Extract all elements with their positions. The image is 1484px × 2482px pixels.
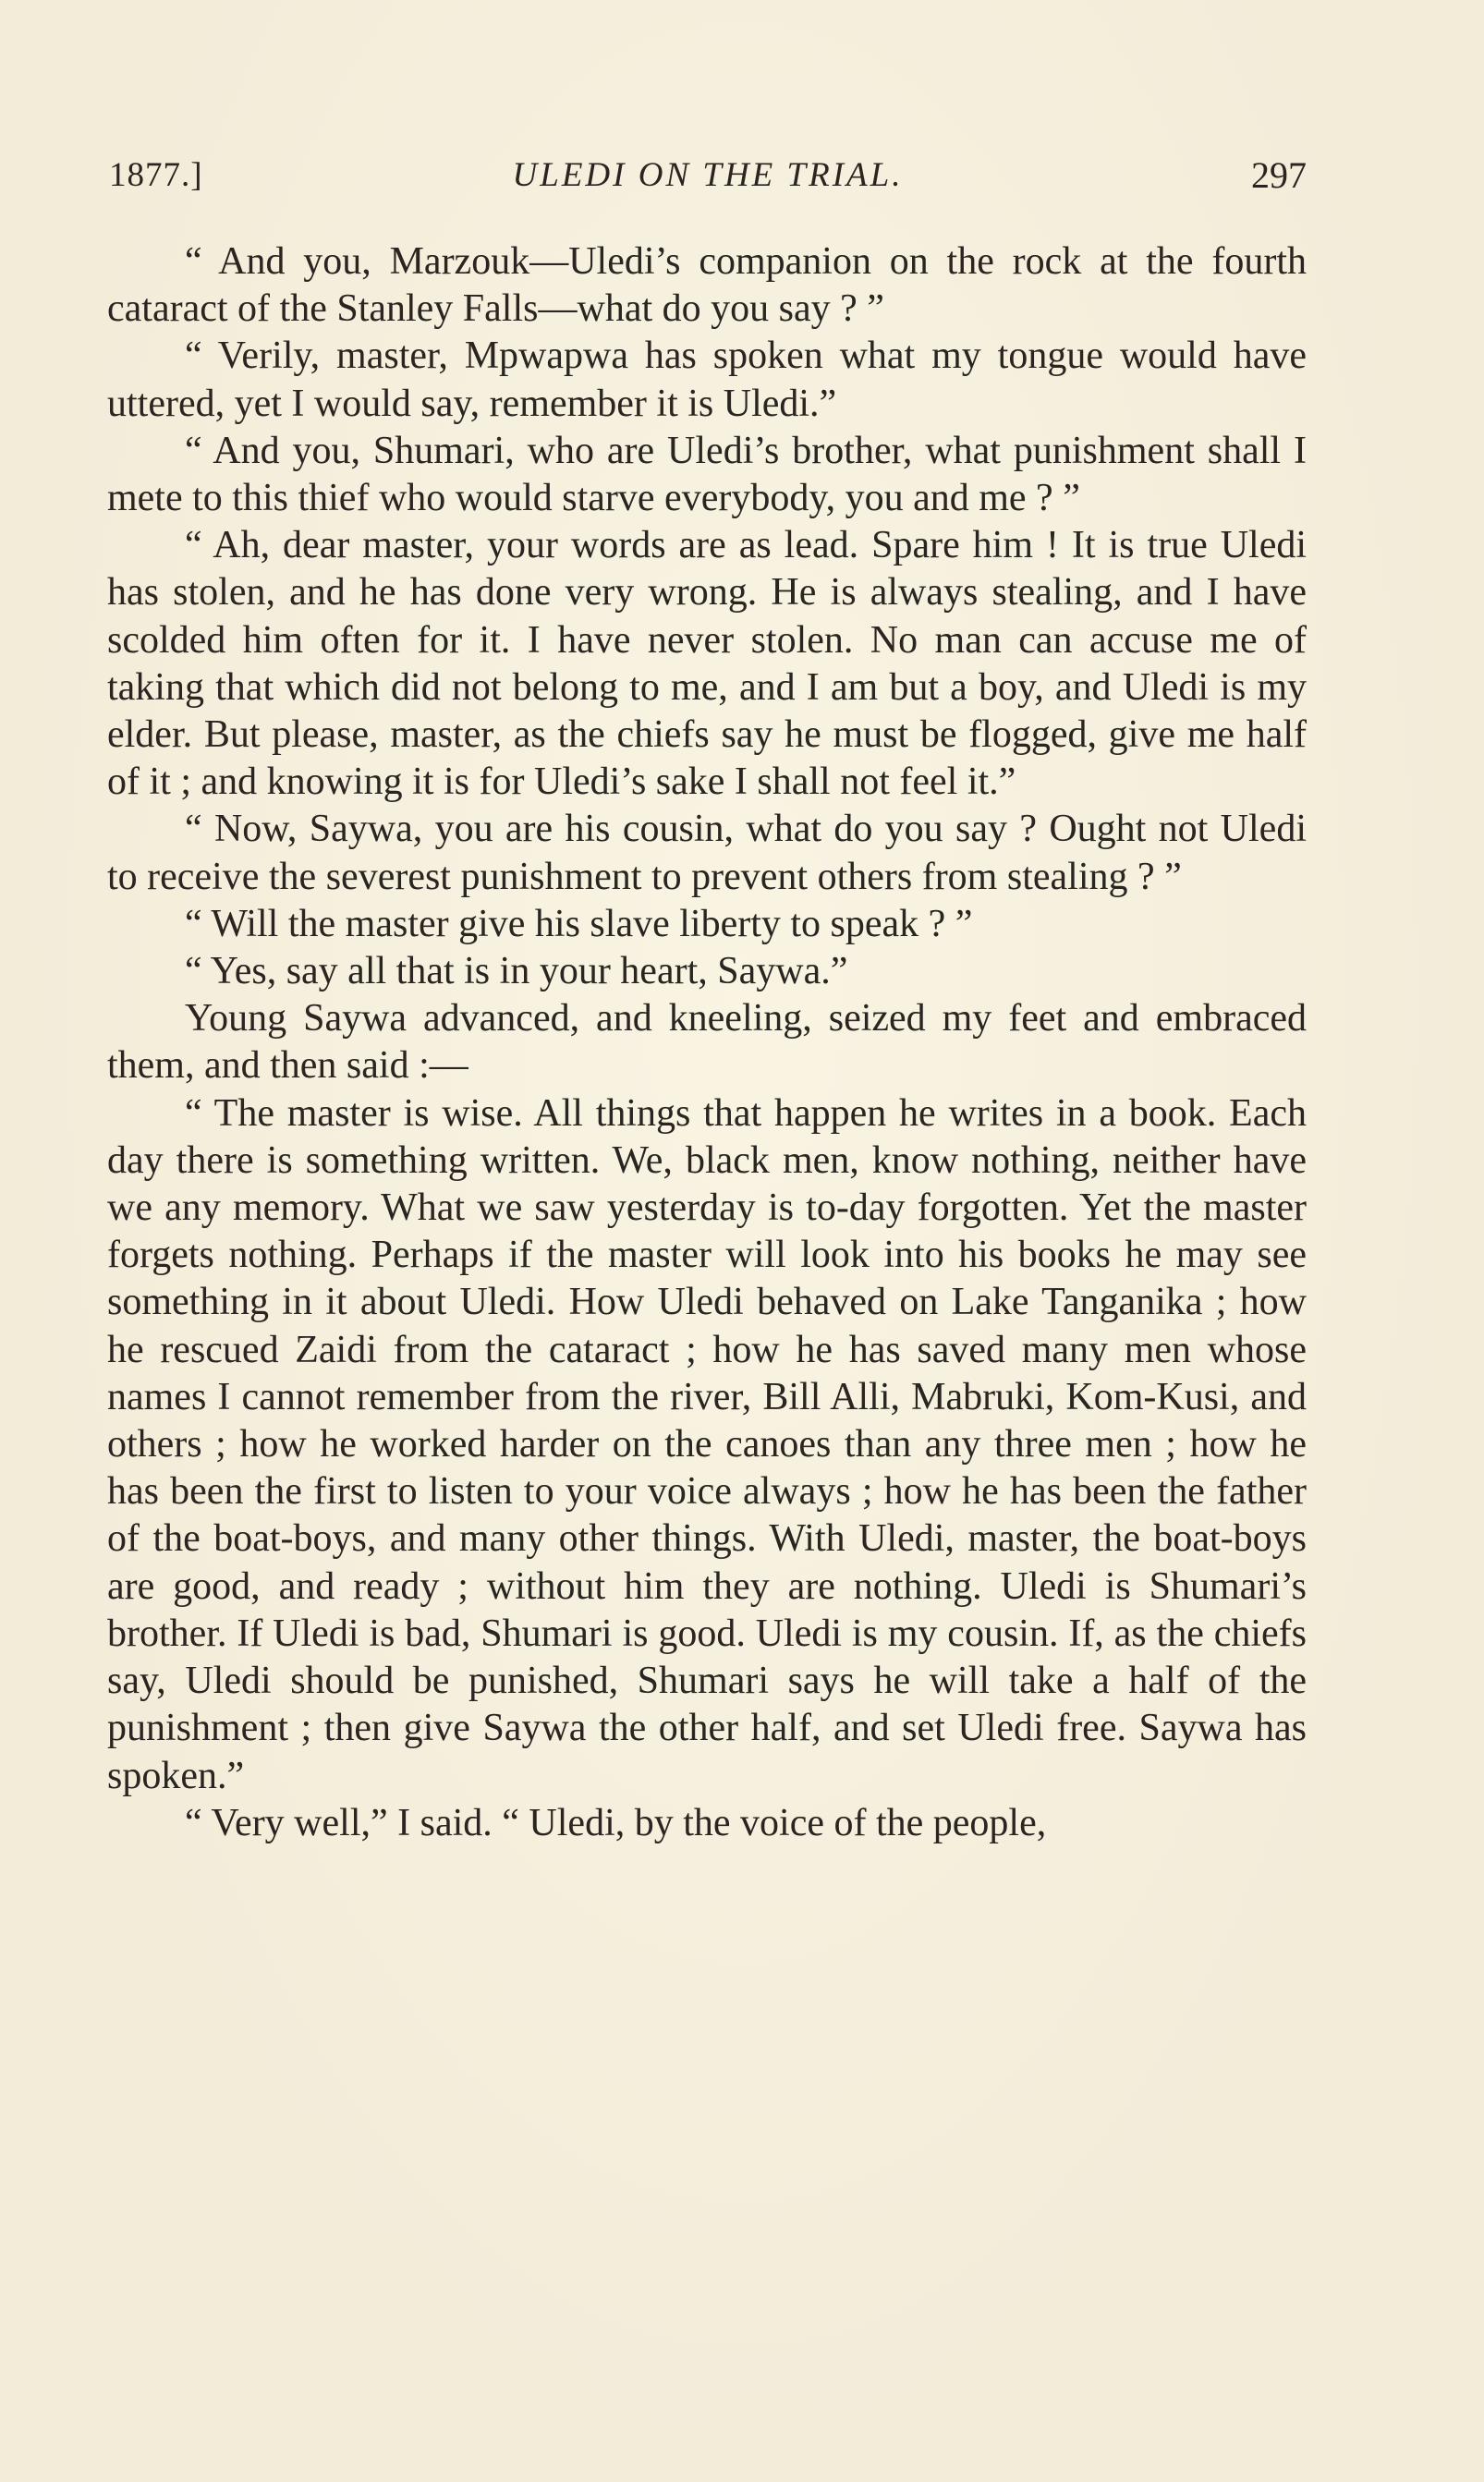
- running-head-title: ULEDI ON THE TRIAL.: [512, 156, 904, 194]
- paragraph: “ And you, Shumari, who are Uledi’s brother, what punishment shall I mete to this thief who would starve everybody, you and me ? ”: [107, 429, 1307, 520]
- running-head: [109, 150, 1307, 201]
- running-head-year: 1877.]: [109, 156, 203, 194]
- paragraph: “ The master is wise. All things that happen he writes in a book. Each day there is something written. We, black men, know nothing, neither have we any memory. What we saw yesterday is to-day forgotten. Yet the master forgets nothing. Perhaps if the master will look into his books he may see something in it about Uledi. How Uledi behaved on Lake Tanganika ; how he rescued Zaidi from the cataract ; how he has saved many men whose names I cannot remember from the river, Bill Alli, Mabruki, Kom-Kusi, and others ; how he worked harder on the canoes than any three men ; how he has been the first to listen to your voice always ; how he has been the father of the boat-boys, and many other things. With Uledi, master, the boat-boys are good, and ready ; without him they are nothing. Uledi is Shumari’s brother. If Uledi is bad, Shumari is good. Uledi is my cousin. If, as the chiefs say, Uledi should be punished, Shumari says he will take a half of the punishment ; then give Saywa the other half, and set Uledi free. Saywa has spoken.”: [107, 1091, 1307, 1797]
- paragraph: “ Will the master give his slave liberty to speak ? ”: [185, 902, 973, 945]
- paragraph: “ Very well,” I said. “ Uledi, by the voice of the people,: [185, 1801, 1047, 1844]
- paragraph: “ Now, Saywa, you are his cousin, what do you say ? Ought not Uledi to receive the severest punishment to prevent others from stealing ? ”: [107, 808, 1307, 898]
- paragraph: “ Verily, master, Mpwapwa has spoken what my tongue would have uttered, yet I would say, remember it is Uledi.”: [107, 335, 1307, 425]
- body-text: [107, 238, 1307, 1847]
- paragraph: “ Yes, say all that is in your heart, Saywa.”: [185, 950, 848, 993]
- page-number: 297: [1251, 154, 1307, 196]
- paragraph: Young Saywa advanced, and kneeling, seized my feet and embraced them, and then said :—: [107, 997, 1307, 1088]
- paragraph: “ Ah, dear master, your words are as lead. Spare him ! It is true Uledi has stolen, and he has done very wrong. He is always stealing, and I have scolded him often for it. I have never stolen. No man can accuse me of taking that which did not belong to me, and I am but a boy, and Uledi is my elder. But please, master, as the chiefs say he must be flogged, give me half of it ; and knowing it is for Uledi’s sake I shall not feel it.”: [107, 524, 1307, 804]
- paragraph: “ And you, Marzouk—Uledi’s companion on the rock at the fourth cataract of the Stanley Falls—what do you say ? ”: [107, 240, 1307, 331]
